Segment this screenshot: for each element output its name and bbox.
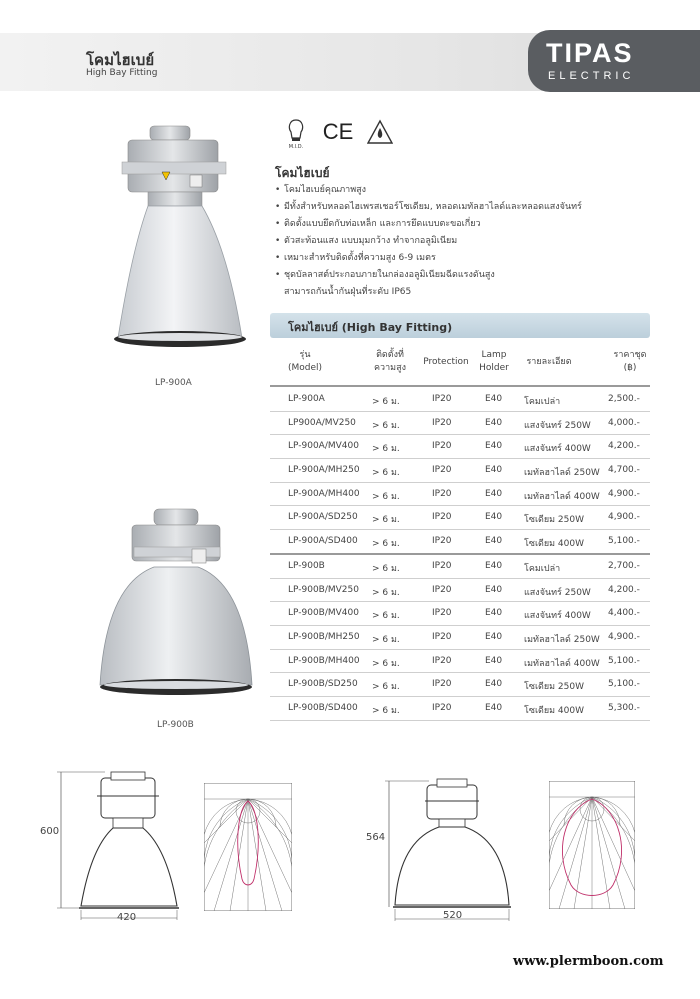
cell-height: > 6 ม. (372, 491, 400, 502)
table-row (270, 555, 650, 579)
cell-detail: โซเดียม 250W (524, 682, 585, 693)
cell-detail: แสงจันทร์ 250W (524, 587, 591, 598)
brand-name: TIPAS (546, 38, 634, 68)
cell-price: 4,900.- (608, 512, 640, 523)
header-height: ติดตั้งที่ ความสูง (374, 350, 406, 373)
cell-holder: E40 (485, 536, 503, 547)
dimension-drawing-b (383, 775, 513, 930)
table-row (270, 459, 650, 483)
cell-protection: IP20 (432, 417, 452, 428)
brand-subtitle: ELECTRIC (548, 70, 635, 82)
photometric-diagram-a (204, 783, 292, 911)
cell-price: 5,100.- (608, 655, 640, 666)
lamp-lp900a-label: LP-900A (155, 378, 192, 388)
cell-holder: E40 (485, 441, 503, 452)
cell-price: 5,100.- (608, 536, 640, 547)
cell-height: > 6 ม. (372, 515, 400, 526)
cell-price: 5,300.- (608, 702, 640, 713)
cell-height: > 6 ม. (372, 397, 400, 407)
table-row (270, 579, 650, 603)
header-detail: รายละเอียด (526, 357, 572, 367)
cell-protection: IP20 (432, 655, 452, 666)
cell-model: LP-900B/MH250 (288, 631, 360, 642)
cell-detail: แสงจันทร์ 400W (524, 611, 591, 622)
cell-model: LP-900A/MV400 (288, 441, 359, 452)
table-row (270, 483, 650, 507)
mid-label: M.I.D. (288, 144, 304, 150)
cell-holder: E40 (485, 417, 503, 428)
feature-item: • โคมไฮเบย์คุณภาพสูง (275, 182, 675, 199)
feature-list (275, 182, 675, 301)
cell-holder: E40 (485, 608, 503, 619)
table-row (270, 506, 650, 530)
cell-detail: โคมเปล่า (524, 397, 561, 407)
cell-price: 2,700.- (608, 560, 640, 571)
cell-model: LP-900A/SD250 (288, 512, 358, 523)
photometric-diagram-b (549, 781, 635, 909)
cell-holder: E40 (485, 394, 503, 404)
cell-model: LP-900A/MH400 (288, 488, 360, 499)
lamp-lp900a-image (110, 120, 250, 365)
cell-detail: แสงจันทร์ 400W (524, 444, 591, 455)
cell-height: > 6 ม. (372, 587, 400, 598)
cell-height: > 6 ม. (372, 539, 400, 550)
dimension-b-height: 564 (366, 832, 386, 843)
cell-detail: เมทัลฮาไลด์ 250W (524, 468, 600, 479)
cell-detail: โคมเปล่า (524, 563, 561, 574)
table-row (270, 673, 650, 697)
ce-mark-icon: CE (322, 119, 354, 144)
cell-model: LP-900B/MV250 (288, 584, 359, 595)
cell-price: 4,200.- (608, 441, 640, 452)
cell-holder: E40 (485, 679, 503, 690)
cell-holder: E40 (485, 465, 503, 476)
cell-detail: เมทัลฮาไลด์ 400W (524, 658, 600, 669)
feature-item: • ติดตั้งแบบยึดกับท่อเหล็ก และการยึดแบบตะขอเกี่ยว (275, 216, 675, 233)
cell-protection: IP20 (432, 584, 452, 595)
cell-height: > 6 ม. (372, 563, 400, 574)
mid-lamp-icon (283, 119, 309, 150)
table-row (270, 388, 650, 412)
cell-protection: IP20 (432, 608, 452, 619)
description-title: โคมไฮเบย์ (275, 166, 330, 180)
cell-holder: E40 (485, 702, 503, 713)
table-row (270, 530, 650, 555)
cell-price: 4,000.- (608, 417, 640, 428)
cell-price: 4,700.- (608, 465, 640, 476)
cell-model: LP-900B/MV400 (288, 608, 359, 619)
cell-price: 4,400.- (608, 608, 640, 619)
cell-model: LP-900B/SD400 (288, 702, 358, 713)
cell-detail: โซเดียม 250W (524, 515, 585, 526)
cell-price: 5,100.- (608, 679, 640, 690)
cell-price: 4,200.- (608, 584, 640, 595)
cell-protection: IP20 (432, 512, 452, 523)
header-protection: Protection (423, 357, 469, 367)
page-subtitle: High Bay Fitting (86, 68, 158, 78)
cell-protection: IP20 (432, 536, 452, 547)
dimension-b-width: 520 (443, 910, 463, 921)
table-row (270, 626, 650, 650)
price-table (270, 388, 650, 721)
brand-logo (528, 30, 700, 92)
cell-model: LP-900B (288, 560, 325, 571)
table-row (270, 412, 650, 436)
cell-protection: IP20 (432, 441, 452, 452)
header-holder: Lamp Holder (479, 350, 509, 373)
cell-detail: เมทัลฮาไลด์ 400W (524, 491, 600, 502)
cell-holder: E40 (485, 655, 503, 666)
feature-item: • มีทั้งสำหรับหลอดไฮเพรสเชอร์โซเดียม, หลอดเมทัลฮาไลด์และหลอดแสงจันทร์ (275, 199, 675, 216)
cell-height: > 6 ม. (372, 420, 400, 431)
feature-item: • เหมาะสำหรับติดตั้งที่ความสูง 6-9 เมตร (275, 250, 675, 267)
table-row (270, 602, 650, 626)
cell-protection: IP20 (432, 631, 452, 642)
header-model: รุ่น (Model) (287, 350, 323, 373)
cell-height: > 6 ม. (372, 468, 400, 479)
cell-protection: IP20 (432, 465, 452, 476)
certification-icons (283, 117, 393, 150)
cell-height: > 6 ม. (372, 705, 400, 716)
table-row (270, 650, 650, 674)
cell-model: LP-900A/SD400 (288, 536, 358, 547)
page-title: โคมไฮเบย์ (86, 51, 155, 69)
lamp-lp900b-image (96, 505, 256, 705)
cell-protection: IP20 (432, 560, 452, 571)
cell-price: 4,900.- (608, 631, 640, 642)
website-url: www.plermboon.com (513, 954, 664, 969)
cell-height: > 6 ม. (372, 658, 400, 669)
cell-height: > 6 ม. (372, 682, 400, 693)
feature-item: • ชุดบัลลาสต์ประกอบภายในกล่องอลูมิเนียมฉีดแรงดันสูง สามารถกันน้ำกันฝุ่นที่ระดับ IP65 (275, 267, 675, 301)
table-row (270, 697, 650, 721)
cell-model: LP-900A (288, 394, 325, 404)
cell-price: 2,500.- (608, 394, 640, 404)
header-price: ราคาชุด (฿) (613, 350, 647, 373)
feature-item: • ตัวสะท้อนแสง แบบมุมกว้าง ทำจากอลูมิเนียม (275, 233, 675, 250)
cell-model: LP-900B/MH400 (288, 655, 360, 666)
cell-detail: โซเดียม 400W (524, 705, 585, 716)
header-divider (270, 385, 650, 387)
table-row (270, 435, 650, 459)
cell-protection: IP20 (432, 702, 452, 713)
lamp-lp900b-label: LP-900B (157, 720, 194, 730)
cell-model: LP900A/MV250 (288, 417, 356, 428)
cell-model: LP-900A/MH250 (288, 465, 360, 476)
dimension-drawing-a (55, 768, 195, 928)
cell-detail: เมทัลฮาไลด์ 250W (524, 634, 600, 645)
cell-holder: E40 (485, 584, 503, 595)
dimension-a-height: 600 (40, 826, 60, 837)
cell-holder: E40 (485, 512, 503, 523)
dimension-a-width: 420 (117, 912, 137, 923)
cell-price: 4,900.- (608, 488, 640, 499)
table-banner: โคมไฮเบย์ (High Bay Fitting) (270, 313, 650, 338)
cell-protection: IP20 (432, 488, 452, 499)
cell-holder: E40 (485, 488, 503, 499)
cell-holder: E40 (485, 560, 503, 571)
cell-protection: IP20 (432, 394, 452, 404)
cell-holder: E40 (485, 631, 503, 642)
cell-height: > 6 ม. (372, 444, 400, 455)
cell-height: > 6 ม. (372, 634, 400, 645)
cell-height: > 6 ม. (372, 611, 400, 622)
cell-protection: IP20 (432, 679, 452, 690)
cell-model: LP-900B/SD250 (288, 679, 358, 690)
cell-detail: โซเดียม 400W (524, 539, 585, 550)
drip-proof-icon (367, 119, 393, 145)
cell-detail: แสงจันทร์ 250W (524, 420, 591, 431)
